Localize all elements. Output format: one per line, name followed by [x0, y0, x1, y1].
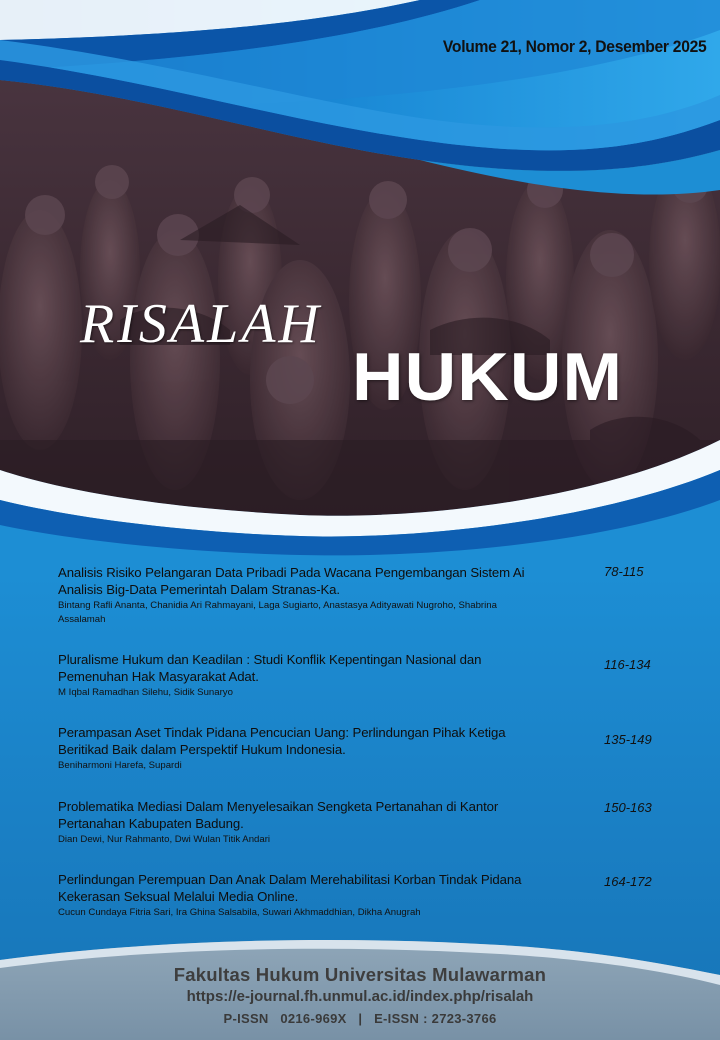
- article-pages: 116-134: [604, 657, 651, 672]
- article-entry-4[interactable]: [58, 798, 678, 847]
- article-title[interactable]: Perlindungan Perempuan Dan Anak Dalam Merehabilitasi Korban Tindak Pidana Kekerasan Seksual Melalui Media Online.: [58, 872, 522, 904]
- article-title[interactable]: Problematika Mediasi Dalam Menyelesaikan Sengketa Pertanahan di Kantor Pertanahan Kabupaten Badung.: [58, 799, 499, 831]
- article-authors: M Iqbal Ramadhan Silehu, Sidik Sunaryo: [58, 687, 233, 698]
- faculty-name: Fakultas Hukum Universitas Mulawarman: [173, 964, 547, 985]
- article-entry-3[interactable]: [58, 724, 678, 773]
- article-entry-5[interactable]: [58, 871, 678, 920]
- article-authors: Dian Dewi, Nur Rahmanto, Dwi Wulan Titik Andari: [58, 834, 271, 845]
- journal-title-hukum: HUKUM: [352, 339, 623, 415]
- article-authors: Cucun Cundaya Fitria Sari, Ira Ghina Salsabila, Suwari Akhmaddhian, Dikha Anugrah: [58, 907, 421, 918]
- article-pages: 78-115: [604, 564, 644, 579]
- journal-url-link[interactable]: https://e-journal.fh.unmul.ac.id/index.php/risalah: [186, 988, 534, 1005]
- article-authors: Beniharmoni Harefa, Supardi: [58, 760, 182, 771]
- article-title[interactable]: Perampasan Aset Tindak Pidana Pencucian Uang: Perlindungan Pihak Ketiga Beritikad Baik dalam Perspektif Hukum Indonesia.: [58, 725, 506, 757]
- volume-issue-label: Volume 21, Nomor 2, Desember 2025: [442, 37, 706, 56]
- article-entry-1[interactable]: [58, 564, 678, 627]
- issn-label: P-ISSN 0216-969X | E-ISSN : 2723-3766: [223, 1011, 497, 1026]
- article-authors: Bintang Rafli Ananta, Chanidia Ari Rahmayani, Laga Sugiarto, Anastasya Adityawati Nugroho, Shabrina Assalamah: [58, 600, 497, 625]
- article-title[interactable]: Pluralisme Hukum dan Keadilan : Studi Konflik Kepentingan Nasional dan Pemenuhan Hak Masyarakat Adat.: [58, 652, 482, 684]
- article-pages: 164-172: [604, 874, 652, 889]
- article-entry-2[interactable]: [58, 651, 678, 700]
- journal-title-risalah: RISALAH: [80, 293, 322, 355]
- article-title[interactable]: Analisis Risiko Pelangaran Data Pribadi Pada Wacana Pengembangan Sistem Ai Analisis Big-Data Pemerintah Dalam Stranas-Ka.: [58, 565, 525, 597]
- article-pages: 150-163: [604, 800, 652, 815]
- article-pages: 135-149: [604, 732, 652, 747]
